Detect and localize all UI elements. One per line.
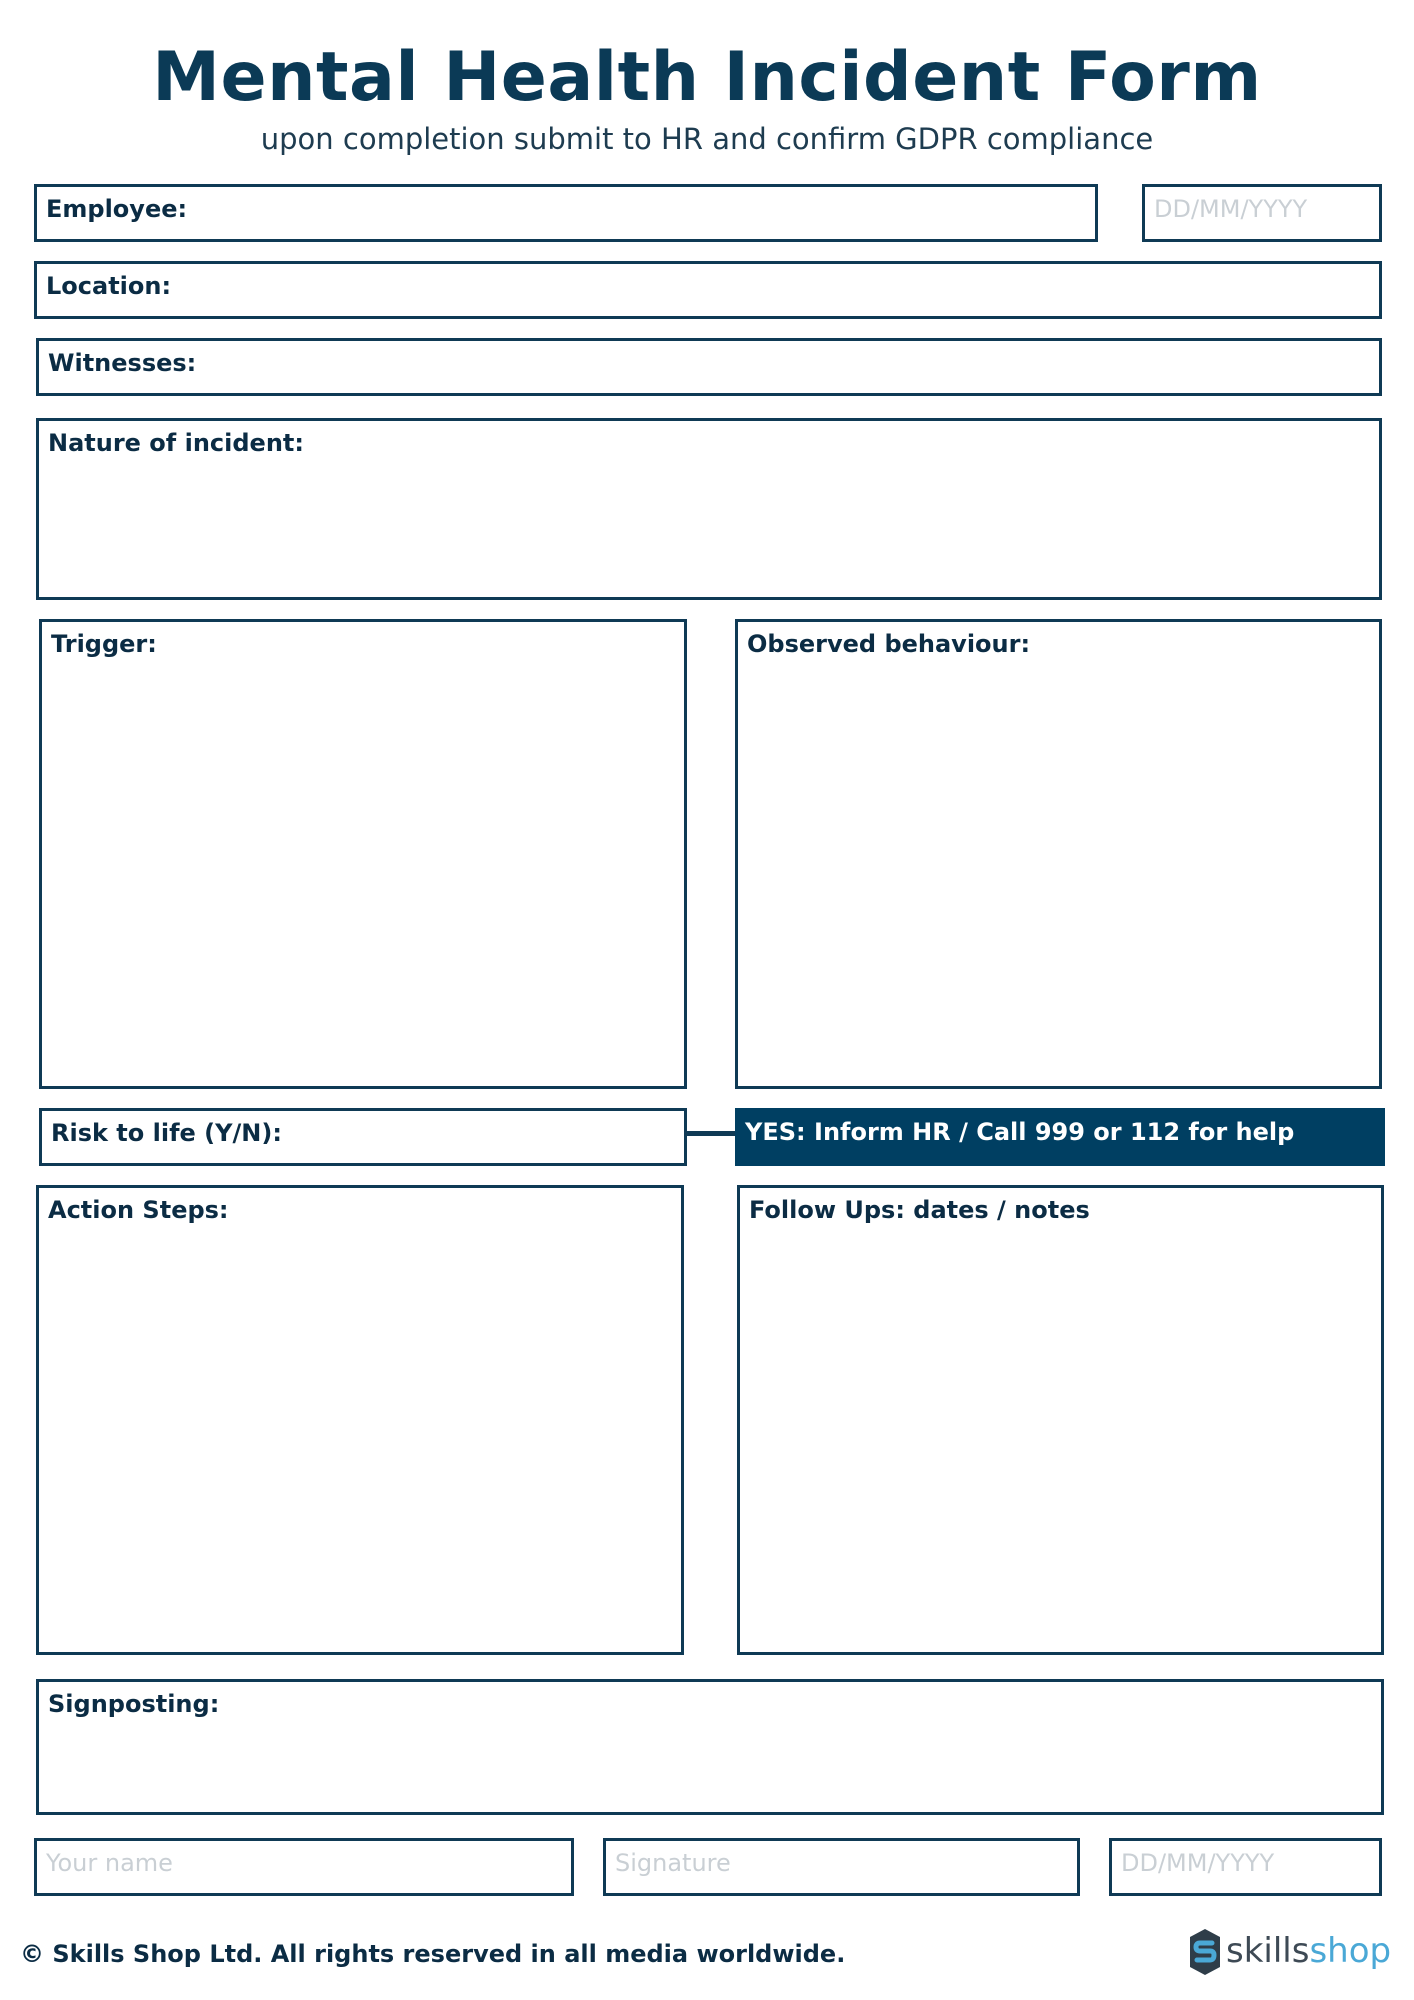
- signposting-label: Signposting:: [48, 1690, 220, 1718]
- form-title: Mental Health Incident Form: [152, 38, 1262, 117]
- signoff-date-placeholder: DD/MM/YYYY: [1121, 1849, 1275, 1877]
- signposting-field[interactable]: [36, 1679, 1384, 1815]
- location-field[interactable]: [34, 261, 1382, 319]
- s-hexagon-logo-icon: [1188, 1927, 1222, 1977]
- nature-of-incident-label: Nature of incident:: [48, 429, 304, 457]
- logo-wordmark-part2: shop: [1309, 1931, 1392, 1971]
- observed-behaviour-label: Observed behaviour:: [747, 630, 1031, 658]
- action-steps-label: Action Steps:: [48, 1196, 229, 1224]
- copyright-notice: © Skills Shop Ltd. All rights reserved in all media worldwide.: [20, 1940, 846, 1968]
- signature-field[interactable]: [603, 1838, 1080, 1896]
- logo-wordmark: [1226, 1931, 1391, 1971]
- skillsshop-logo: [1188, 1925, 1392, 1981]
- employee-field[interactable]: [34, 184, 1098, 242]
- risk-to-life-label: Risk to life (Y/N):: [51, 1119, 282, 1147]
- form-subtitle: upon completion submit to HR and confirm GDPR compliance: [260, 122, 1154, 156]
- trigger-label: Trigger:: [51, 630, 157, 658]
- risk-yes-banner: [735, 1108, 1385, 1166]
- employee-label: Employee:: [46, 195, 188, 223]
- witnesses-field[interactable]: [36, 338, 1382, 396]
- location-label: Location:: [46, 272, 172, 300]
- incident-date-field[interactable]: [1142, 184, 1382, 242]
- witnesses-label: Witnesses:: [48, 349, 197, 377]
- trigger-field[interactable]: [39, 619, 687, 1089]
- risk-yes-text: YES: Inform HR / Call 999 or 112 for help: [745, 1118, 1295, 1146]
- action-steps-field[interactable]: [36, 1185, 684, 1655]
- nature-of-incident-field[interactable]: [36, 418, 1382, 600]
- follow-ups-field[interactable]: [737, 1185, 1384, 1655]
- your-name-placeholder: Your name: [46, 1849, 173, 1877]
- signature-placeholder: Signature: [615, 1849, 731, 1877]
- risk-to-life-field[interactable]: [39, 1108, 687, 1166]
- signoff-date-field[interactable]: [1109, 1838, 1382, 1896]
- risk-connector-line: [687, 1131, 735, 1136]
- follow-ups-label: Follow Ups: dates / notes: [749, 1196, 1090, 1224]
- incident-date-placeholder: DD/MM/YYYY: [1154, 195, 1308, 223]
- your-name-field[interactable]: [34, 1838, 574, 1896]
- logo-wordmark-part1: skills: [1226, 1931, 1310, 1971]
- observed-behaviour-field[interactable]: [735, 619, 1382, 1089]
